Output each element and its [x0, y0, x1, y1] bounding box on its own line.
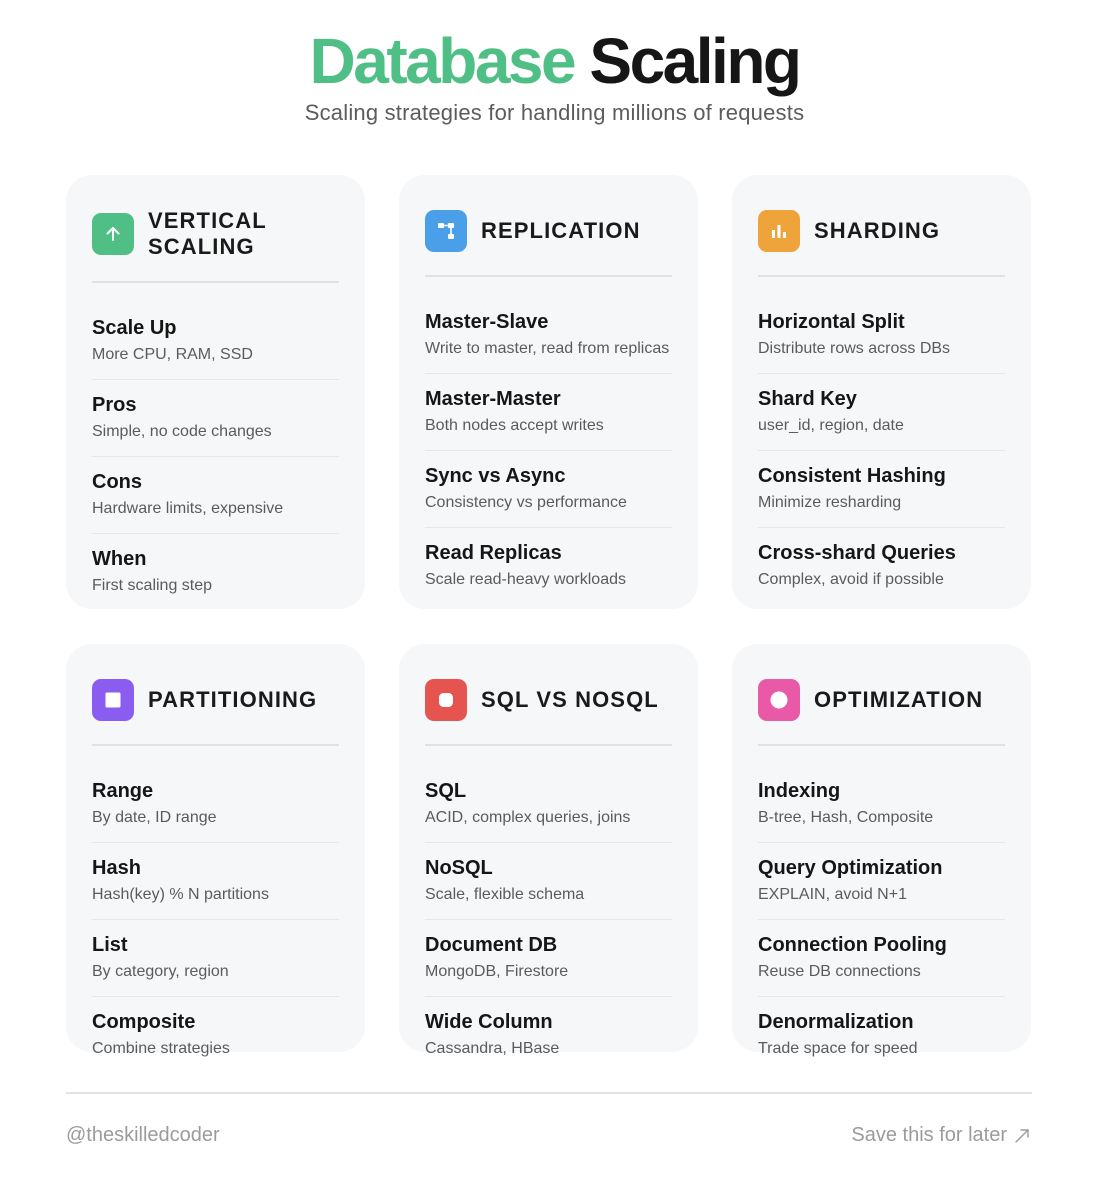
item-title: Indexing: [758, 780, 841, 802]
item-desc: Hardware limits, expensive: [92, 499, 284, 517]
card-sql-vs-nosql: [399, 644, 698, 1057]
list-item: [425, 997, 672, 1073]
item-title: Connection Pooling: [758, 933, 947, 956]
page-title: [0, 26, 1109, 98]
list-item: [758, 766, 1005, 843]
arrow-up-right-icon: [1013, 1127, 1031, 1145]
item-title: List: [92, 933, 128, 956]
item-title: Pros: [92, 393, 137, 416]
item-title: Consistent Hashing: [758, 464, 946, 487]
list-item: [92, 534, 339, 610]
item-title: Query Optimization: [758, 856, 943, 879]
card-title: PARTITIONING: [148, 686, 318, 712]
list-item: [425, 843, 672, 920]
card-header: [92, 201, 339, 283]
list-item: [425, 297, 672, 374]
item-title: Scale Up: [92, 317, 177, 339]
card-title: VERTICAL SCALING: [148, 207, 267, 259]
item-title: Horizontal Split: [758, 311, 905, 333]
list-item: [758, 920, 1005, 997]
item-desc: Complex, avoid if possible: [758, 570, 944, 588]
card-header: [758, 670, 1005, 746]
card-header: [425, 670, 672, 746]
item-desc: user_id, region, date: [758, 416, 904, 434]
card-title: REPLICATION: [481, 217, 641, 243]
card-sharding: [732, 175, 1031, 609]
item-list: [758, 766, 1005, 1073]
list-item: [758, 374, 1005, 451]
item-title: Sync vs Async: [425, 464, 566, 487]
item-desc: By date, ID range: [92, 809, 217, 826]
item-title: Wide Column: [425, 1010, 553, 1033]
item-title: Shard Key: [758, 387, 857, 410]
list-item: [92, 843, 339, 920]
list-item: [758, 297, 1005, 374]
item-title: Composite: [92, 1010, 196, 1033]
list-item: [92, 303, 339, 380]
card-title: SHARDING: [814, 217, 941, 243]
item-desc: Reuse DB connections: [758, 962, 921, 980]
page-subtitle: Scaling strategies for handling millions of requests: [304, 99, 805, 125]
item-desc: Consistency vs performance: [425, 493, 627, 511]
item-list: [425, 297, 672, 604]
card-replication: [399, 175, 698, 609]
item-title: SQL: [425, 780, 467, 802]
header: [0, 0, 1109, 126]
card-header: [425, 201, 672, 277]
title-accent: Database: [309, 25, 575, 97]
item-desc: More CPU, RAM, SSD: [92, 346, 253, 363]
item-desc: B-tree, Hash, Composite: [758, 809, 934, 826]
item-desc: Minimize resharding: [758, 493, 902, 511]
arrow-up-icon: [92, 213, 134, 255]
card-vertical-scaling: [66, 175, 365, 609]
card-grid: [66, 175, 1031, 1057]
list-item: [92, 457, 339, 534]
list-item: [92, 997, 339, 1073]
item-title: Denormalization: [758, 1010, 914, 1033]
save-for-later: [851, 1124, 1031, 1147]
item-desc: Cassandra, HBase: [425, 1039, 560, 1057]
rounded-square-icon: [425, 679, 467, 721]
footer-divider: [66, 1092, 1032, 1094]
bar-chart-icon: [758, 210, 800, 252]
item-list: [92, 766, 339, 1073]
item-desc: Combine strategies: [92, 1039, 230, 1057]
list-item: [425, 451, 672, 528]
list-item: [92, 766, 339, 843]
save-label: Save this for later: [851, 1124, 1007, 1146]
list-item: [758, 843, 1005, 920]
item-title: Read Replicas: [425, 541, 562, 564]
item-desc: Scale read-heavy workloads: [425, 570, 626, 588]
card-header: [92, 670, 339, 746]
list-item: [92, 920, 339, 997]
card-header: [758, 201, 1005, 277]
list-item: [425, 766, 672, 843]
list-item: [758, 528, 1005, 604]
item-desc: Distribute rows across DBs: [758, 340, 951, 357]
item-desc: Trade space for speed: [758, 1039, 918, 1057]
item-list: [92, 303, 339, 610]
item-desc: Scale, flexible schema: [425, 885, 585, 903]
item-title: Document DB: [425, 933, 558, 956]
card-title: OPTIMIZATION: [814, 686, 984, 712]
list-item: [425, 528, 672, 604]
item-desc: Write to master, read from replicas: [425, 340, 670, 357]
list-item: [425, 374, 672, 451]
square-icon: [92, 679, 134, 721]
item-desc: EXPLAIN, avoid N+1: [758, 885, 907, 903]
card-title: SQL VS NOSQL: [481, 686, 659, 712]
item-desc: First scaling step: [92, 576, 213, 594]
title-main: Scaling: [589, 25, 800, 97]
list-item: [425, 920, 672, 997]
item-title: When: [92, 547, 147, 570]
card-partitioning: [66, 644, 365, 1057]
item-desc: Simple, no code changes: [92, 422, 272, 440]
item-title: NoSQL: [425, 856, 493, 879]
item-desc: Both nodes accept writes: [425, 416, 604, 434]
item-title: Cross-shard Queries: [758, 541, 956, 564]
item-desc: Hash(key) % N partitions: [92, 885, 269, 903]
item-desc: MongoDB, Firestore: [425, 962, 569, 980]
item-desc: By category, region: [92, 962, 229, 980]
author-handle: @theskilledcoder: [66, 1124, 220, 1146]
item-list: [425, 766, 672, 1073]
list-item: [758, 997, 1005, 1073]
item-title: Hash: [92, 856, 141, 879]
item-list: [758, 297, 1005, 604]
nodes-icon: [425, 210, 467, 252]
item-desc: ACID, complex queries, joins: [425, 809, 631, 826]
card-optimization: [732, 644, 1031, 1057]
list-item: [758, 451, 1005, 528]
list-item: [92, 380, 339, 457]
item-title: Master-Slave: [425, 311, 549, 333]
item-title: Cons: [92, 470, 142, 493]
item-title: Master-Master: [425, 387, 561, 410]
item-title: Range: [92, 780, 154, 802]
circle-icon: [758, 679, 800, 721]
